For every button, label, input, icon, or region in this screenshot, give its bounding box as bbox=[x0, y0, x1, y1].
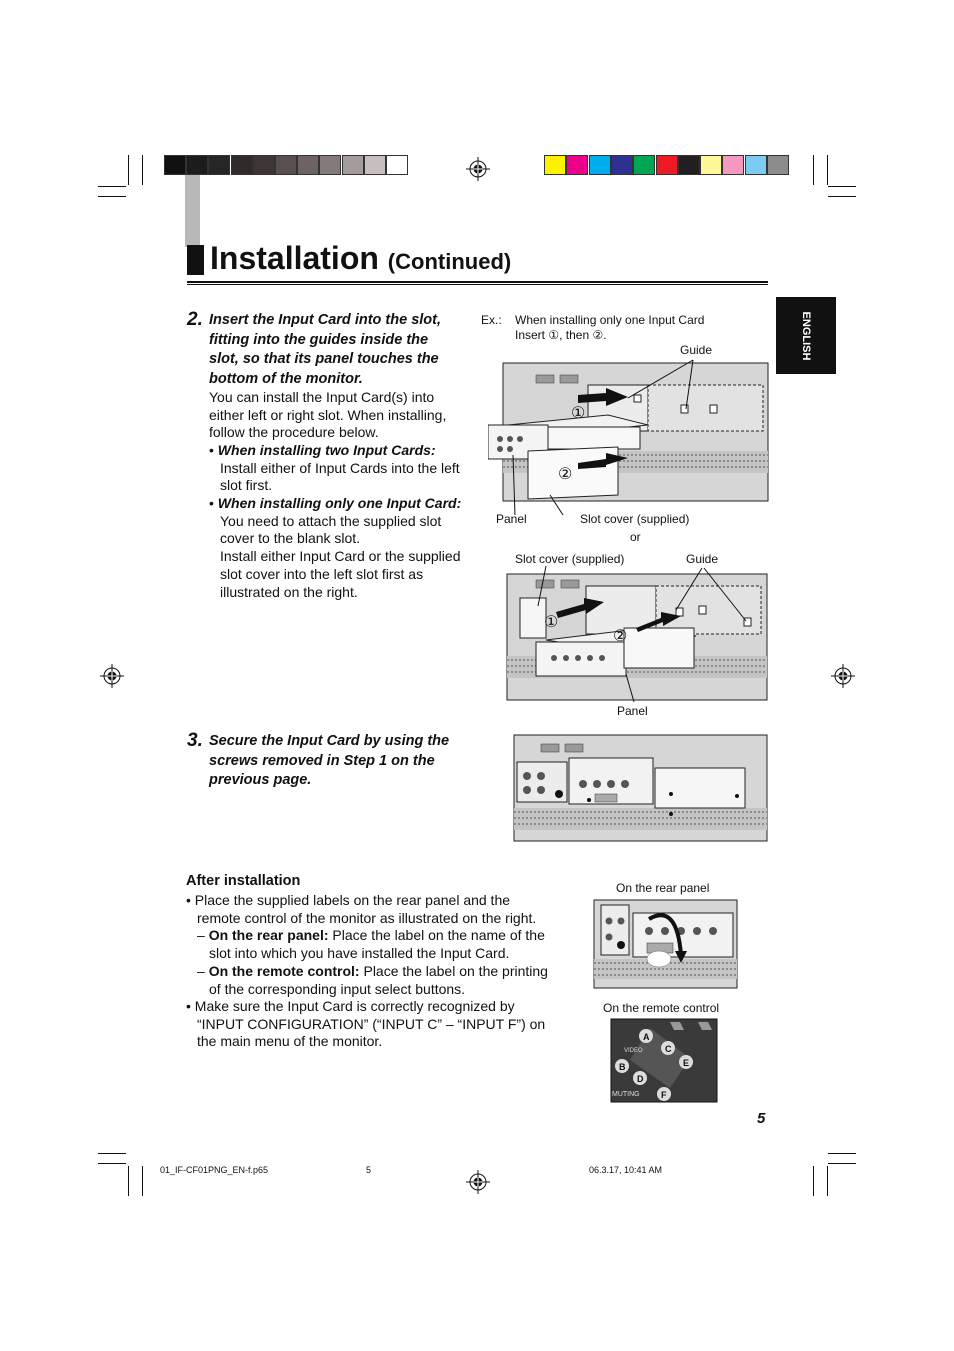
crop-mark bbox=[98, 196, 126, 197]
gray-swatch bbox=[208, 155, 230, 175]
svg-text:A: A bbox=[643, 1032, 650, 1042]
fig2-slot-cover-label: Slot cover (supplied) bbox=[515, 552, 625, 566]
language-tab: ENGLISH bbox=[776, 297, 836, 374]
registration-target-icon bbox=[831, 664, 855, 688]
crop-mark bbox=[98, 1153, 126, 1154]
crop-mark bbox=[128, 155, 129, 185]
registration-target-icon bbox=[100, 664, 124, 688]
fig2-guide-label: Guide bbox=[686, 552, 719, 566]
fig3-illustration bbox=[513, 734, 768, 842]
color-swatch bbox=[633, 155, 655, 175]
color-swatch bbox=[544, 155, 566, 175]
svg-text:E: E bbox=[683, 1058, 690, 1068]
svg-text:MUTING: MUTING bbox=[612, 1091, 640, 1098]
fig2-panel-label: Panel bbox=[617, 704, 648, 718]
svg-text:VIDEO: VIDEO bbox=[624, 1048, 643, 1054]
crop-mark bbox=[128, 1166, 129, 1196]
gray-swatch bbox=[342, 155, 364, 175]
footer-file: 01_IF-CF01PNG_EN-f.p65 bbox=[160, 1165, 269, 1175]
fig-remote-caption: On the remote control bbox=[603, 1001, 720, 1015]
crop-mark bbox=[142, 1166, 143, 1196]
color-swatch bbox=[745, 155, 767, 175]
color-swatch bbox=[767, 155, 789, 175]
step2-heading: Insert the Input Card into the slot, fitting into the guides inside the slot, so that its panel touches the bottom of the monitor. bbox=[209, 312, 441, 387]
step3-number: 3. bbox=[187, 730, 203, 751]
gray-swatch bbox=[297, 155, 319, 175]
title-block bbox=[187, 245, 204, 275]
crop-mark bbox=[813, 1166, 814, 1196]
fig1-guide-label: Guide bbox=[680, 343, 713, 357]
crop-mark bbox=[142, 155, 143, 185]
color-swatch bbox=[589, 155, 611, 175]
svg-text:B: B bbox=[619, 1062, 626, 1072]
fig-rear-caption: On the rear panel bbox=[616, 881, 710, 895]
fig1-ex-label: Ex.: bbox=[481, 313, 502, 327]
title-rule bbox=[187, 281, 768, 285]
step2-bullet1: • When installing two Input Cards: Install either of Input Cards into the left slot first. bbox=[209, 442, 460, 494]
registration-target-icon bbox=[466, 157, 490, 181]
color-swatch bbox=[566, 155, 588, 175]
gray-swatch bbox=[319, 155, 341, 175]
page-title-suffix: (Continued) bbox=[387, 249, 512, 274]
crop-mark bbox=[828, 186, 856, 187]
crop-mark bbox=[828, 1153, 856, 1154]
after-bullet2: • Make sure the Input Card is correctly recognized by “INPUT CONFIGURATION” (“INPUT C” – “INPUT F”) on the main menu of the monitor. bbox=[186, 998, 546, 1050]
page-number: 5 bbox=[757, 1110, 766, 1127]
step2-intro: You can install the Input Card(s) into either left or right slot. When installing, follow the procedure below. bbox=[209, 389, 447, 441]
color-swatch bbox=[722, 155, 744, 175]
gray-swatch bbox=[275, 155, 297, 175]
gray-swatch bbox=[164, 155, 186, 175]
crop-mark bbox=[827, 1166, 828, 1196]
fig2-illustration bbox=[506, 566, 770, 702]
fig-remote-illustration bbox=[610, 1018, 718, 1103]
svg-text:C: C bbox=[665, 1044, 672, 1054]
crop-mark bbox=[813, 155, 814, 185]
svg-text:F: F bbox=[661, 1090, 667, 1100]
footer-timestamp: 06.3.17, 10:41 AM bbox=[589, 1165, 663, 1175]
after-heading: After installation bbox=[186, 873, 301, 889]
gray-swatch bbox=[186, 155, 208, 175]
fig1-or-label: or bbox=[630, 530, 641, 544]
gray-swatch bbox=[364, 155, 386, 175]
fig1-caption-line1: When installing only one Input Card bbox=[515, 313, 705, 327]
fig1-panel-label: Panel bbox=[496, 512, 527, 526]
gray-swatch bbox=[231, 155, 253, 175]
color-swatch bbox=[611, 155, 633, 175]
footer-sheet: 5 bbox=[366, 1165, 372, 1175]
step2-number: 2. bbox=[187, 309, 203, 330]
fig1-caption-line2: Insert ①, then ②. bbox=[515, 328, 607, 342]
gray-strip bbox=[185, 175, 200, 247]
fig1-slot-cover-label: Slot cover (supplied) bbox=[580, 512, 690, 526]
color-swatch bbox=[656, 155, 678, 175]
fig2-marker2: ② bbox=[613, 628, 628, 645]
color-swatch bbox=[700, 155, 722, 175]
fig1-illustration bbox=[488, 355, 770, 515]
svg-text:D: D bbox=[637, 1074, 644, 1084]
crop-mark bbox=[827, 155, 828, 185]
registration-target-icon bbox=[466, 1170, 490, 1194]
crop-mark bbox=[98, 186, 126, 187]
gray-swatch bbox=[253, 155, 275, 175]
fig1-marker1: ① bbox=[571, 405, 586, 422]
crop-mark bbox=[828, 196, 856, 197]
page-title: Installation (Continued) bbox=[210, 240, 512, 276]
crop-mark bbox=[98, 1163, 126, 1164]
step3-heading: Secure the Input Card by using the screws removed in Step 1 on the previous page. bbox=[209, 733, 450, 788]
crop-mark bbox=[828, 1163, 856, 1164]
gray-swatch bbox=[386, 155, 408, 175]
color-swatch bbox=[678, 155, 700, 175]
fig2-marker1: ① bbox=[544, 614, 559, 631]
after-bullet1: • Place the supplied labels on the rear panel and the remote control of the monitor as illustrated on the right. – On the rear panel: Place the label on the name of the slot into which you have installed the Input Card. – On the remote control: Place the label on the printing of the corresponding input select buttons. bbox=[186, 892, 548, 997]
step2-bullet2: • When installing only one Input Card: You need to attach the supplied slot cover to the blank slot. Install either Input Card or the supplied slot cover into the left slot first as illustrated on the right. bbox=[209, 495, 462, 600]
fig1-marker2: ② bbox=[558, 466, 573, 483]
fig-rear-panel-illustration bbox=[593, 899, 738, 989]
